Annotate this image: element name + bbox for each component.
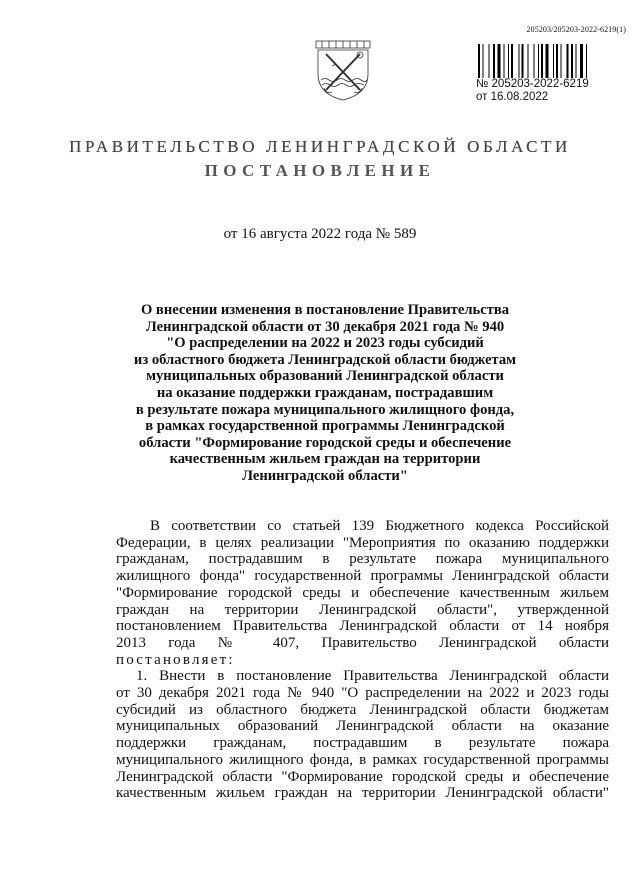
document-id: 205203/205203-2022-6219(1) bbox=[526, 25, 626, 34]
body-line: граждан на территории Ленинградской области", утвержденной bbox=[116, 601, 609, 618]
title-line: О внесении изменения в постановление Правительства bbox=[140, 302, 510, 318]
barcode-icon bbox=[478, 44, 616, 78]
registration-date: от 16.08.2022 bbox=[476, 91, 549, 103]
body-line: 1. Внести в постановление Правительства Ленинградской области bbox=[136, 668, 609, 685]
decree-title bbox=[110, 302, 540, 485]
registration-number: № 205203-2022-6219 bbox=[476, 78, 589, 90]
leningrad-oblast-coat-of-arms-icon bbox=[310, 38, 376, 102]
title-line: Ленинградской области от 30 декабря 2021 года № 940 bbox=[145, 318, 505, 335]
government-heading: ПРАВИТЕЛЬСТВО ЛЕНИНГРАДСКОЙ ОБЛАСТИ bbox=[69, 137, 571, 156]
body-line: гражданам, пострадавшим в результате пожара муниципального bbox=[116, 551, 609, 568]
decree-date-number: от 16 августа 2022 года № 589 bbox=[223, 226, 417, 242]
body-line: 2013 года № 407, Правительство Ленинградской области bbox=[116, 634, 609, 651]
body-line: В соответствии со статьей 139 Бюджетного кодекса Российской bbox=[150, 518, 609, 534]
body-line: Федерации, в целях реализации "Мероприятия по оказанию поддержки bbox=[116, 534, 609, 551]
registration-stamp bbox=[476, 78, 589, 104]
body-line: от 30 декабря 2021 года № 940 "О распределении на 2022 и 2023 годы bbox=[116, 685, 609, 702]
title-line: на оказание поддержки гражданам, пострадавшим bbox=[156, 384, 494, 401]
title-line: из областного бюджета Ленинградской области бюджетам bbox=[133, 351, 517, 368]
body-line: качественным жильем граждан на территории Ленинградской области" bbox=[116, 785, 609, 802]
body-line: муниципального жилищного фонда, в рамках государственной программы bbox=[116, 751, 609, 768]
body-line: поддержки гражданам, пострадавшим в результате пожара bbox=[116, 735, 609, 752]
body-line: муниципальных образований Ленинградской области на оказание bbox=[116, 718, 609, 735]
body-line: жилищного фонда" государственной программы Ленинградской области bbox=[116, 568, 609, 585]
title-line: в рамках государственной программы Ленинградской bbox=[145, 418, 505, 435]
body-line: субсидий из областного бюджета Ленинградской области бюджетам bbox=[116, 701, 609, 718]
title-line: муниципальных образований Ленинградской области bbox=[146, 368, 504, 385]
title-line: в результате пожара муниципального жилищного фонда, bbox=[135, 401, 515, 418]
body-line: постановлением Правительства Ленинградской области от 14 ноября bbox=[116, 618, 609, 635]
title-line: качественным жильем граждан на территории bbox=[169, 451, 481, 468]
resolves-word: постановляет: bbox=[116, 651, 235, 668]
decree-body bbox=[116, 518, 609, 802]
body-line: "Формирование городской среды и обеспечение качественным жильем bbox=[116, 584, 609, 601]
title-line: Ленинградской области" bbox=[242, 467, 408, 484]
decree-heading: ПОСТАНОВЛЕНИЕ bbox=[204, 161, 436, 180]
title-line: "О распределении на 2022 и 2023 годы субсидий bbox=[166, 335, 484, 352]
title-line: области "Формирование городской среды и обеспечение bbox=[138, 434, 512, 451]
body-line: Ленинградской области "Формирование городской среды и обеспечение bbox=[116, 768, 609, 785]
